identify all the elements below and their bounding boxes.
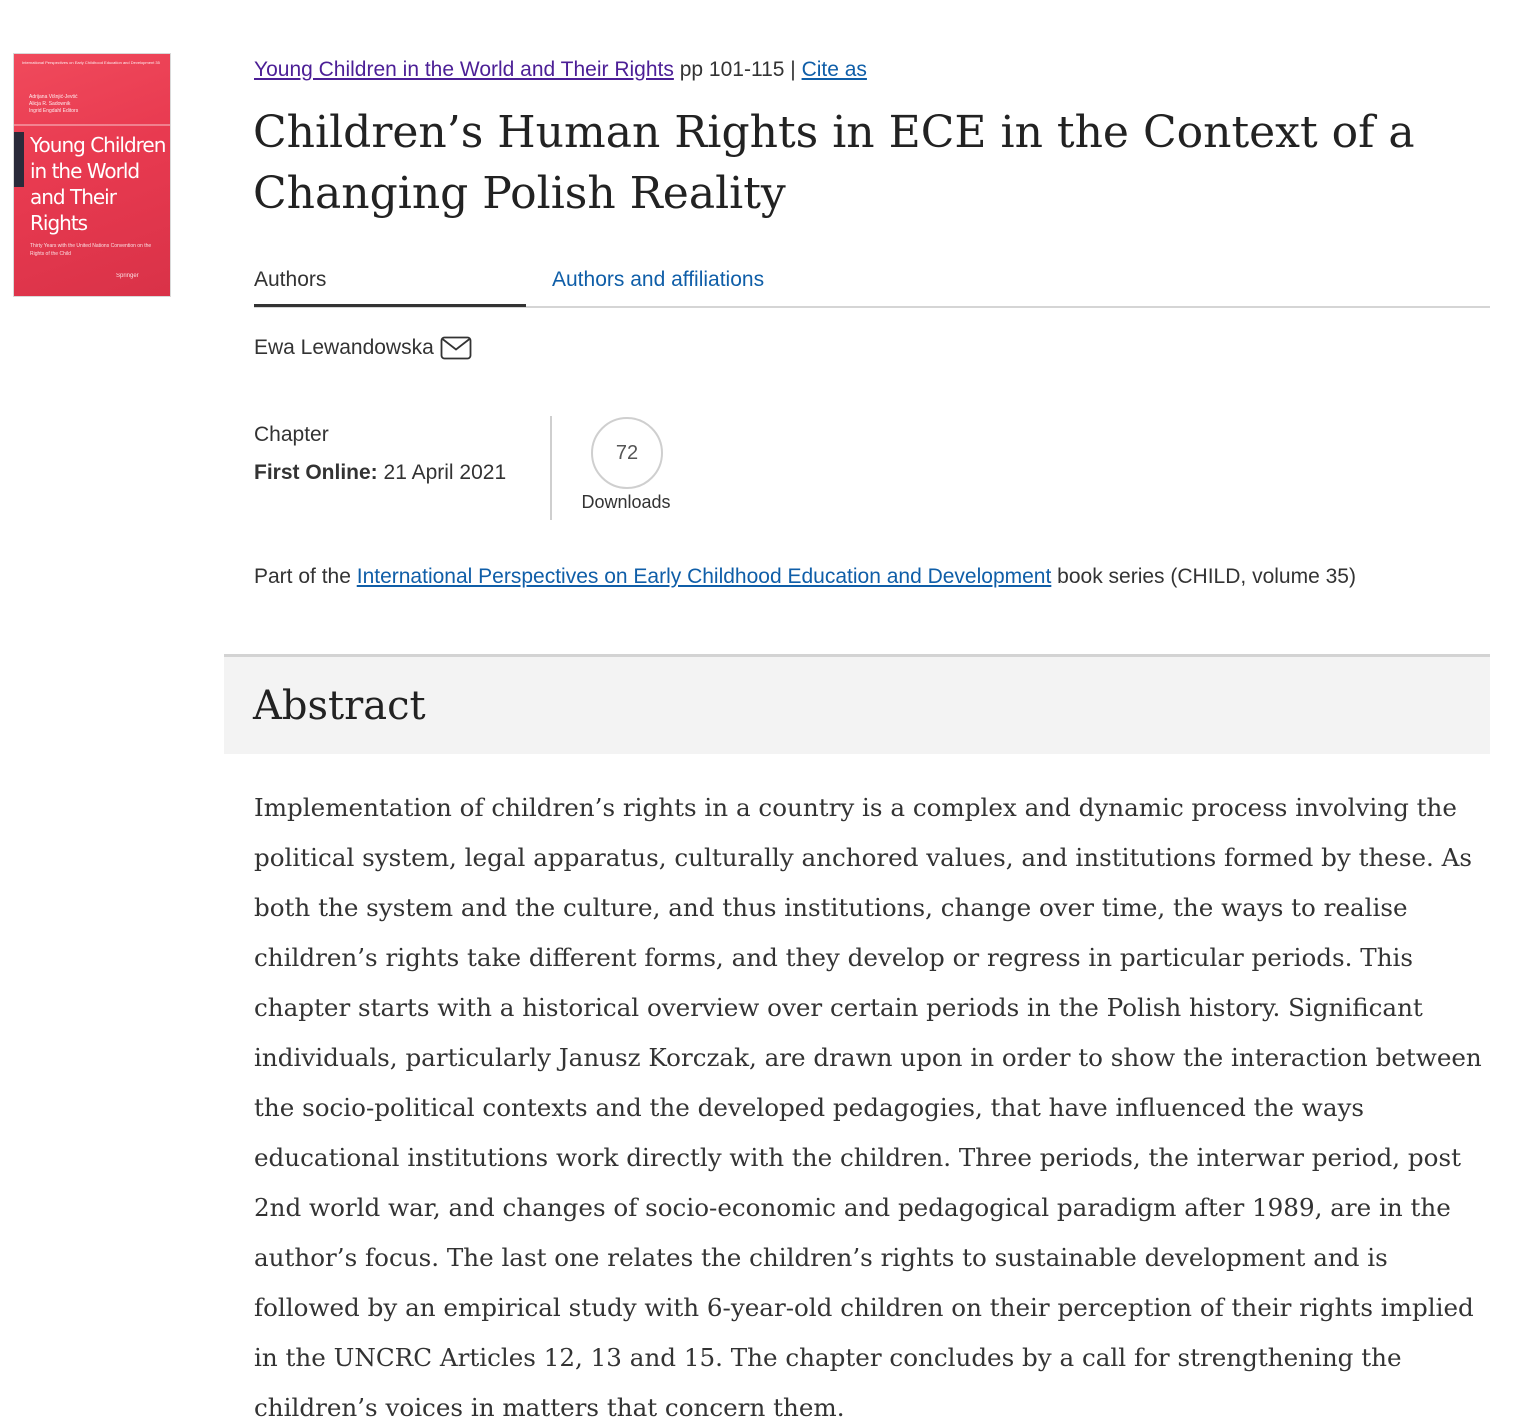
cover-title: Young Children in the World and Their Rights bbox=[30, 133, 166, 235]
cover-editors: Adrijana Višnjić-Jevtić Alicja R. Sadownik Ingrid Engdahl Editors bbox=[29, 94, 79, 114]
series-prefix: Part of the bbox=[254, 565, 351, 588]
book-cover[interactable] bbox=[13, 53, 171, 297]
tab-authors[interactable]: Authors bbox=[254, 264, 526, 307]
cover-band bbox=[14, 124, 171, 126]
author-row bbox=[254, 332, 472, 364]
page-range: pp 101-115 bbox=[679, 58, 785, 81]
cover-accent-bar bbox=[14, 132, 24, 187]
author-name[interactable]: Ewa Lewandowska bbox=[254, 336, 434, 359]
book-title-link[interactable]: Young Children in the World and Their Rights bbox=[254, 58, 674, 81]
series-info bbox=[254, 562, 1356, 592]
series-link[interactable]: International Perspectives on Early Childhood Education and Development bbox=[356, 565, 1052, 588]
mail-icon[interactable] bbox=[440, 336, 472, 360]
downloads-label: Downloads bbox=[581, 492, 671, 512]
meta-divider bbox=[550, 416, 552, 520]
abstract-header bbox=[224, 654, 1490, 754]
cover-publisher: Springer bbox=[116, 273, 139, 279]
first-online-label: First Online: bbox=[254, 461, 378, 484]
cover-subtitle: Thirty Years with the United Nations Convention on the Rights of the Child bbox=[30, 243, 152, 257]
author-tabs bbox=[254, 264, 1490, 308]
separator: | bbox=[790, 58, 796, 81]
chapter-meta bbox=[254, 416, 506, 492]
series-suffix: book series (CHILD, volume 35) bbox=[1057, 565, 1356, 588]
first-online bbox=[254, 454, 506, 492]
chapter-title: Children’s Human Rights in ECE in the Context of a Changing Polish Reality bbox=[253, 107, 1415, 219]
content-type: Chapter bbox=[254, 423, 329, 446]
cite-as-link[interactable]: Cite as bbox=[801, 58, 867, 81]
tab-authors-and-affiliations[interactable]: Authors and affiliations bbox=[552, 268, 765, 291]
first-online-date: 21 April 2021 bbox=[383, 461, 507, 484]
book-reference bbox=[254, 56, 867, 84]
abstract-text: Implementation of children’s rights in a country is a complex and dynamic process involving the political system, legal apparatus, culturally anchored values, and institutions formed by these. As both the system and the culture, and thus institutions, change over time, the ways to realise children’s rights take different forms, and they develop or regress in particular periods. This chapter starts with a historical overview over certain periods in the Polish history. Significant individuals, particularly Janusz Korczak, are drawn upon in order to show the interaction between the socio-political contexts and the developed pedagogies, that have influenced the ways educational institutions work directly with the children. Three periods, the interwar period, post 2nd world war, and changes of socio-economic and pedagogical paradigm after 1989, are in the author’s focus. The last one relates the children’s rights to sustainable development and is followed by an empirical study with 6-year-old children on their perception of their rights implied in the UNCRC Articles 12, 13 and 15. The chapter concludes by a call for strengthening the children’s voices in matters that concern them. bbox=[254, 793, 1482, 1422]
downloads-count: 72 bbox=[591, 417, 663, 489]
abstract-heading: Abstract bbox=[253, 683, 426, 729]
cover-series-text: International Perspectives on Early Childhood Education and Development 35 bbox=[22, 60, 160, 65]
